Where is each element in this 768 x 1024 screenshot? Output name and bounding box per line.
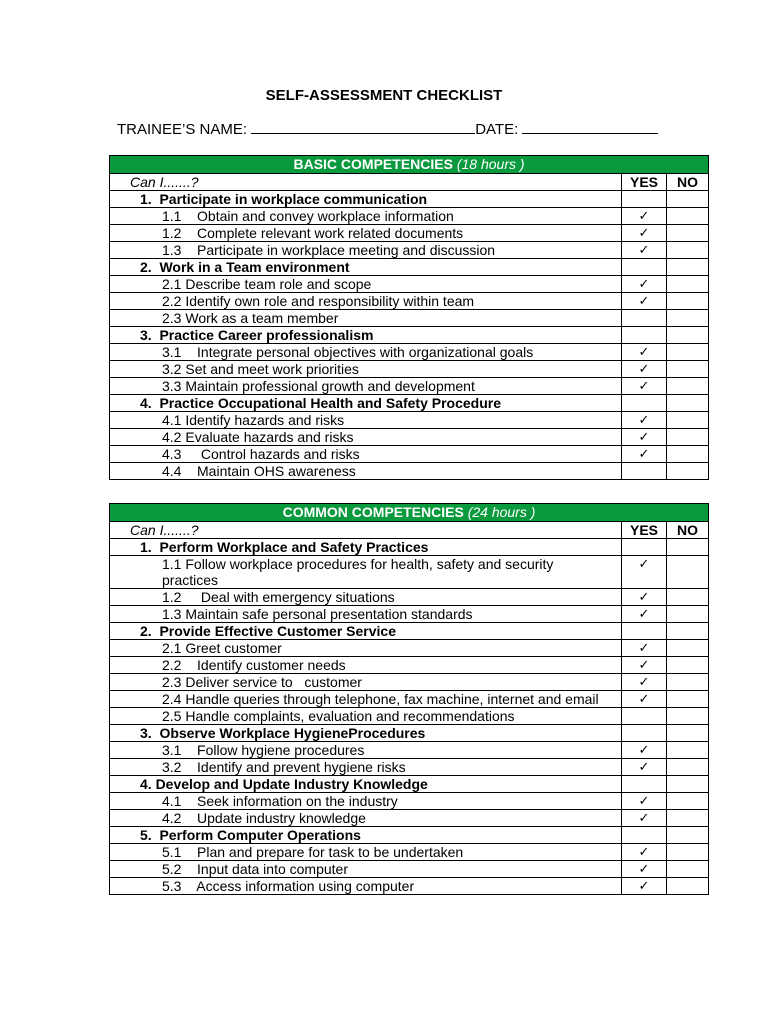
no-check-cell[interactable] <box>667 691 709 708</box>
basic-competency-row <box>110 327 709 344</box>
no-check-cell[interactable] <box>667 276 709 293</box>
no-check-cell[interactable] <box>667 446 709 463</box>
yes-check-cell[interactable] <box>622 276 667 293</box>
competency-section-title: 1. Perform Workplace and Safety Practices <box>110 539 622 556</box>
competency-section-title: 3. Observe Workplace HygieneProcedures <box>110 725 622 742</box>
no-check-cell[interactable] <box>667 293 709 310</box>
yes-check-cell[interactable] <box>622 861 667 878</box>
no-check-cell[interactable] <box>667 378 709 395</box>
yes-column-header: YES <box>622 522 667 539</box>
no-check-cell[interactable] <box>667 589 709 606</box>
no-check-cell[interactable] <box>667 810 709 827</box>
no-check-cell[interactable] <box>667 827 709 844</box>
no-check-cell[interactable] <box>667 242 709 259</box>
common-competency-row <box>110 539 709 556</box>
yes-check-cell[interactable] <box>622 759 667 776</box>
check-mark-icon: ✓ <box>638 657 650 672</box>
yes-check-cell[interactable] <box>622 463 667 480</box>
yes-check-cell[interactable] <box>622 208 667 225</box>
trainee-name-row <box>117 119 658 138</box>
check-mark-icon: ✓ <box>638 446 650 461</box>
no-check-cell[interactable] <box>667 657 709 674</box>
competency-section-title: 3. Practice Career professionalism <box>110 327 622 344</box>
basic-competencies-hours: (18 hours ) <box>456 156 525 172</box>
basic-competency-row <box>110 242 709 259</box>
no-check-cell[interactable] <box>667 463 709 480</box>
yes-check-cell[interactable] <box>622 657 667 674</box>
check-mark-icon: ✓ <box>638 861 650 876</box>
check-mark-icon: ✓ <box>638 793 650 808</box>
date-line[interactable] <box>522 119 658 134</box>
check-mark-icon: ✓ <box>638 242 650 257</box>
can-i-label: Can I.......? <box>110 174 622 191</box>
common-competency-row <box>110 827 709 844</box>
competency-item-text: 5.3 Access information using computer <box>110 878 622 895</box>
check-mark-icon: ✓ <box>638 691 650 706</box>
basic-competency-row <box>110 344 709 361</box>
check-mark-icon: ✓ <box>638 589 650 604</box>
yes-check-cell[interactable] <box>622 327 667 344</box>
competency-item-text: 5.2 Input data into computer <box>110 861 622 878</box>
no-check-cell[interactable] <box>667 793 709 810</box>
basic-competency-row <box>110 276 709 293</box>
no-check-cell[interactable] <box>667 742 709 759</box>
competency-section-title: 2. Provide Effective Customer Service <box>110 623 622 640</box>
yes-check-cell[interactable] <box>622 708 667 725</box>
common-competency-row <box>110 623 709 640</box>
yes-check-cell[interactable] <box>622 191 667 208</box>
yes-check-cell[interactable] <box>622 539 667 556</box>
competency-section-title: 2. Work in a Team environment <box>110 259 622 276</box>
yes-check-cell[interactable] <box>622 810 667 827</box>
yes-check-cell[interactable] <box>622 674 667 691</box>
common-competency-row <box>110 742 709 759</box>
yes-check-cell[interactable] <box>622 827 667 844</box>
basic-competency-row <box>110 310 709 327</box>
check-mark-icon: ✓ <box>638 412 650 427</box>
competency-item-text: 3.2 Identify and prevent hygiene risks <box>110 759 622 776</box>
yes-check-cell[interactable] <box>622 878 667 895</box>
competency-item-text: 2.1 Greet customer <box>110 640 622 657</box>
yes-check-cell[interactable] <box>622 412 667 429</box>
common-competency-row <box>110 861 709 878</box>
competency-item-text: 3.2 Set and meet work priorities <box>110 361 622 378</box>
no-column-header: NO <box>667 174 709 191</box>
common-competency-row <box>110 674 709 691</box>
common-competencies-header <box>110 504 709 522</box>
common-competencies-title: COMMON COMPETENCIES <box>282 504 464 520</box>
common-competency-row <box>110 556 709 589</box>
competency-item-text: 2.4 Handle queries through telephone, fax machine, internet and email <box>110 691 622 708</box>
competency-item-text: 2.5 Handle complaints, evaluation and recommendations <box>110 708 622 725</box>
check-mark-icon: ✓ <box>638 674 650 689</box>
check-mark-icon: ✓ <box>638 429 650 444</box>
basic-competencies-table <box>109 155 709 480</box>
yes-check-cell[interactable] <box>622 293 667 310</box>
competency-item-text: 1.1 Follow workplace procedures for health, safety and security practices <box>110 556 622 589</box>
check-mark-icon: ✓ <box>638 344 650 359</box>
no-check-cell[interactable] <box>667 776 709 793</box>
competency-section-title: 4. Practice Occupational Health and Safety Procedure <box>110 395 622 412</box>
check-mark-icon: ✓ <box>638 208 650 223</box>
competency-item-text: 4.1 Identify hazards and risks <box>110 412 622 429</box>
no-check-cell[interactable] <box>667 395 709 412</box>
no-check-cell[interactable] <box>667 844 709 861</box>
no-check-cell[interactable] <box>667 861 709 878</box>
basic-competency-row <box>110 191 709 208</box>
yes-check-cell[interactable] <box>622 395 667 412</box>
yes-check-cell[interactable] <box>622 623 667 640</box>
yes-check-cell[interactable] <box>622 259 667 276</box>
trainee-name-label: TRAINEE’S NAME: <box>117 121 248 138</box>
no-check-cell[interactable] <box>667 759 709 776</box>
date-label: DATE: <box>475 121 519 138</box>
competency-item-text: 2.2 Identify customer needs <box>110 657 622 674</box>
basic-competency-row <box>110 225 709 242</box>
yes-check-cell[interactable] <box>622 844 667 861</box>
common-competency-row <box>110 708 709 725</box>
no-check-cell[interactable] <box>667 225 709 242</box>
yes-check-cell[interactable] <box>622 344 667 361</box>
common-competency-row <box>110 878 709 895</box>
yes-check-cell[interactable] <box>622 742 667 759</box>
competency-item-text: 2.2 Identify own role and responsibility within team <box>110 293 622 310</box>
common-competency-row <box>110 657 709 674</box>
no-check-cell[interactable] <box>667 344 709 361</box>
yes-column-header: YES <box>622 174 667 191</box>
competency-item-text: 3.1 Follow hygiene procedures <box>110 742 622 759</box>
competency-item-text: 3.3 Maintain professional growth and development <box>110 378 622 395</box>
check-mark-icon: ✓ <box>638 378 650 393</box>
check-mark-icon: ✓ <box>638 878 650 893</box>
basic-competency-row <box>110 395 709 412</box>
yes-check-cell[interactable] <box>622 310 667 327</box>
check-mark-icon: ✓ <box>638 556 650 571</box>
no-check-cell[interactable] <box>667 429 709 446</box>
competency-item-text: 4.2 Evaluate hazards and risks <box>110 429 622 446</box>
yes-check-cell[interactable] <box>622 446 667 463</box>
no-check-cell[interactable] <box>667 674 709 691</box>
yes-check-cell[interactable] <box>622 361 667 378</box>
basic-competency-row <box>110 361 709 378</box>
no-check-cell[interactable] <box>667 606 709 623</box>
basic-competency-row <box>110 463 709 480</box>
basic-competency-row <box>110 208 709 225</box>
check-mark-icon: ✓ <box>638 606 650 621</box>
basic-competencies-title: BASIC COMPETENCIES <box>293 156 453 172</box>
competency-item-text: 4.1 Seek information on the industry <box>110 793 622 810</box>
yes-check-cell[interactable] <box>622 242 667 259</box>
check-mark-icon: ✓ <box>638 640 650 655</box>
check-mark-icon: ✓ <box>638 742 650 757</box>
basic-competency-row <box>110 259 709 276</box>
check-mark-icon: ✓ <box>638 276 650 291</box>
column-header-row <box>110 174 709 191</box>
competency-section-title: 5. Perform Computer Operations <box>110 827 622 844</box>
common-competency-row <box>110 691 709 708</box>
competency-item-text: 4.4 Maintain OHS awareness <box>110 463 622 480</box>
yes-check-cell[interactable] <box>622 606 667 623</box>
check-mark-icon: ✓ <box>638 225 650 240</box>
common-competency-row <box>110 844 709 861</box>
competency-item-text: 3.1 Integrate personal objectives with organizational goals <box>110 344 622 361</box>
no-check-cell[interactable] <box>667 623 709 640</box>
no-check-cell[interactable] <box>667 878 709 895</box>
document-title: SELF-ASSESSMENT CHECKLIST <box>265 87 503 104</box>
yes-check-cell[interactable] <box>622 640 667 657</box>
yes-check-cell[interactable] <box>622 225 667 242</box>
yes-check-cell[interactable] <box>622 793 667 810</box>
common-competencies-table <box>109 503 709 895</box>
no-check-cell[interactable] <box>667 208 709 225</box>
competency-item-text: 2.3 Work as a team member <box>110 310 622 327</box>
no-check-cell[interactable] <box>667 191 709 208</box>
no-check-cell[interactable] <box>667 539 709 556</box>
basic-competency-row <box>110 412 709 429</box>
common-competency-row <box>110 589 709 606</box>
column-header-row <box>110 522 709 539</box>
no-check-cell[interactable] <box>667 725 709 742</box>
basic-competency-row <box>110 293 709 310</box>
basic-competency-row <box>110 378 709 395</box>
basic-competency-row <box>110 446 709 463</box>
basic-competencies-header <box>110 156 709 174</box>
common-competencies-hours: (24 hours ) <box>467 504 536 520</box>
competency-item-text: 1.3 Participate in workplace meeting and discussion <box>110 242 622 259</box>
competency-section-title: 1. Participate in workplace communication <box>110 191 622 208</box>
yes-check-cell[interactable] <box>622 589 667 606</box>
check-mark-icon: ✓ <box>638 844 650 859</box>
competency-item-text: 5.1 Plan and prepare for task to be undertaken <box>110 844 622 861</box>
check-mark-icon: ✓ <box>638 293 650 308</box>
yes-check-cell[interactable] <box>622 691 667 708</box>
common-competency-row <box>110 776 709 793</box>
no-check-cell[interactable] <box>667 259 709 276</box>
no-column-header: NO <box>667 522 709 539</box>
no-check-cell[interactable] <box>667 327 709 344</box>
yes-check-cell[interactable] <box>622 378 667 395</box>
common-competency-row <box>110 640 709 657</box>
common-competency-row <box>110 606 709 623</box>
competency-item-text: 2.3 Deliver service to customer <box>110 674 622 691</box>
competency-item-text: 1.3 Maintain safe personal presentation standards <box>110 606 622 623</box>
common-competency-row <box>110 725 709 742</box>
no-check-cell[interactable] <box>667 310 709 327</box>
competency-item-text: 1.2 Complete relevant work related documents <box>110 225 622 242</box>
no-check-cell[interactable] <box>667 412 709 429</box>
check-mark-icon: ✓ <box>638 810 650 825</box>
competency-item-text: 2.1 Describe team role and scope <box>110 276 622 293</box>
check-mark-icon: ✓ <box>638 361 650 376</box>
check-mark-icon: ✓ <box>638 759 650 774</box>
no-check-cell[interactable] <box>667 556 709 589</box>
no-check-cell[interactable] <box>667 708 709 725</box>
no-check-cell[interactable] <box>667 361 709 378</box>
competency-item-text: 1.1 Obtain and convey workplace information <box>110 208 622 225</box>
competency-item-text: 1.2 Deal with emergency situations <box>110 589 622 606</box>
competency-section-title: 4. Develop and Update Industry Knowledge <box>110 776 622 793</box>
yes-check-cell[interactable] <box>622 776 667 793</box>
trainee-name-line[interactable] <box>251 119 475 134</box>
yes-check-cell[interactable] <box>622 429 667 446</box>
common-competency-row <box>110 793 709 810</box>
basic-competency-row <box>110 429 709 446</box>
competency-item-text: 4.2 Update industry knowledge <box>110 810 622 827</box>
can-i-label: Can I.......? <box>110 522 622 539</box>
common-competency-row <box>110 759 709 776</box>
yes-check-cell[interactable] <box>622 556 667 589</box>
common-competency-row <box>110 810 709 827</box>
no-check-cell[interactable] <box>667 640 709 657</box>
yes-check-cell[interactable] <box>622 725 667 742</box>
competency-item-text: 4.3 Control hazards and risks <box>110 446 622 463</box>
